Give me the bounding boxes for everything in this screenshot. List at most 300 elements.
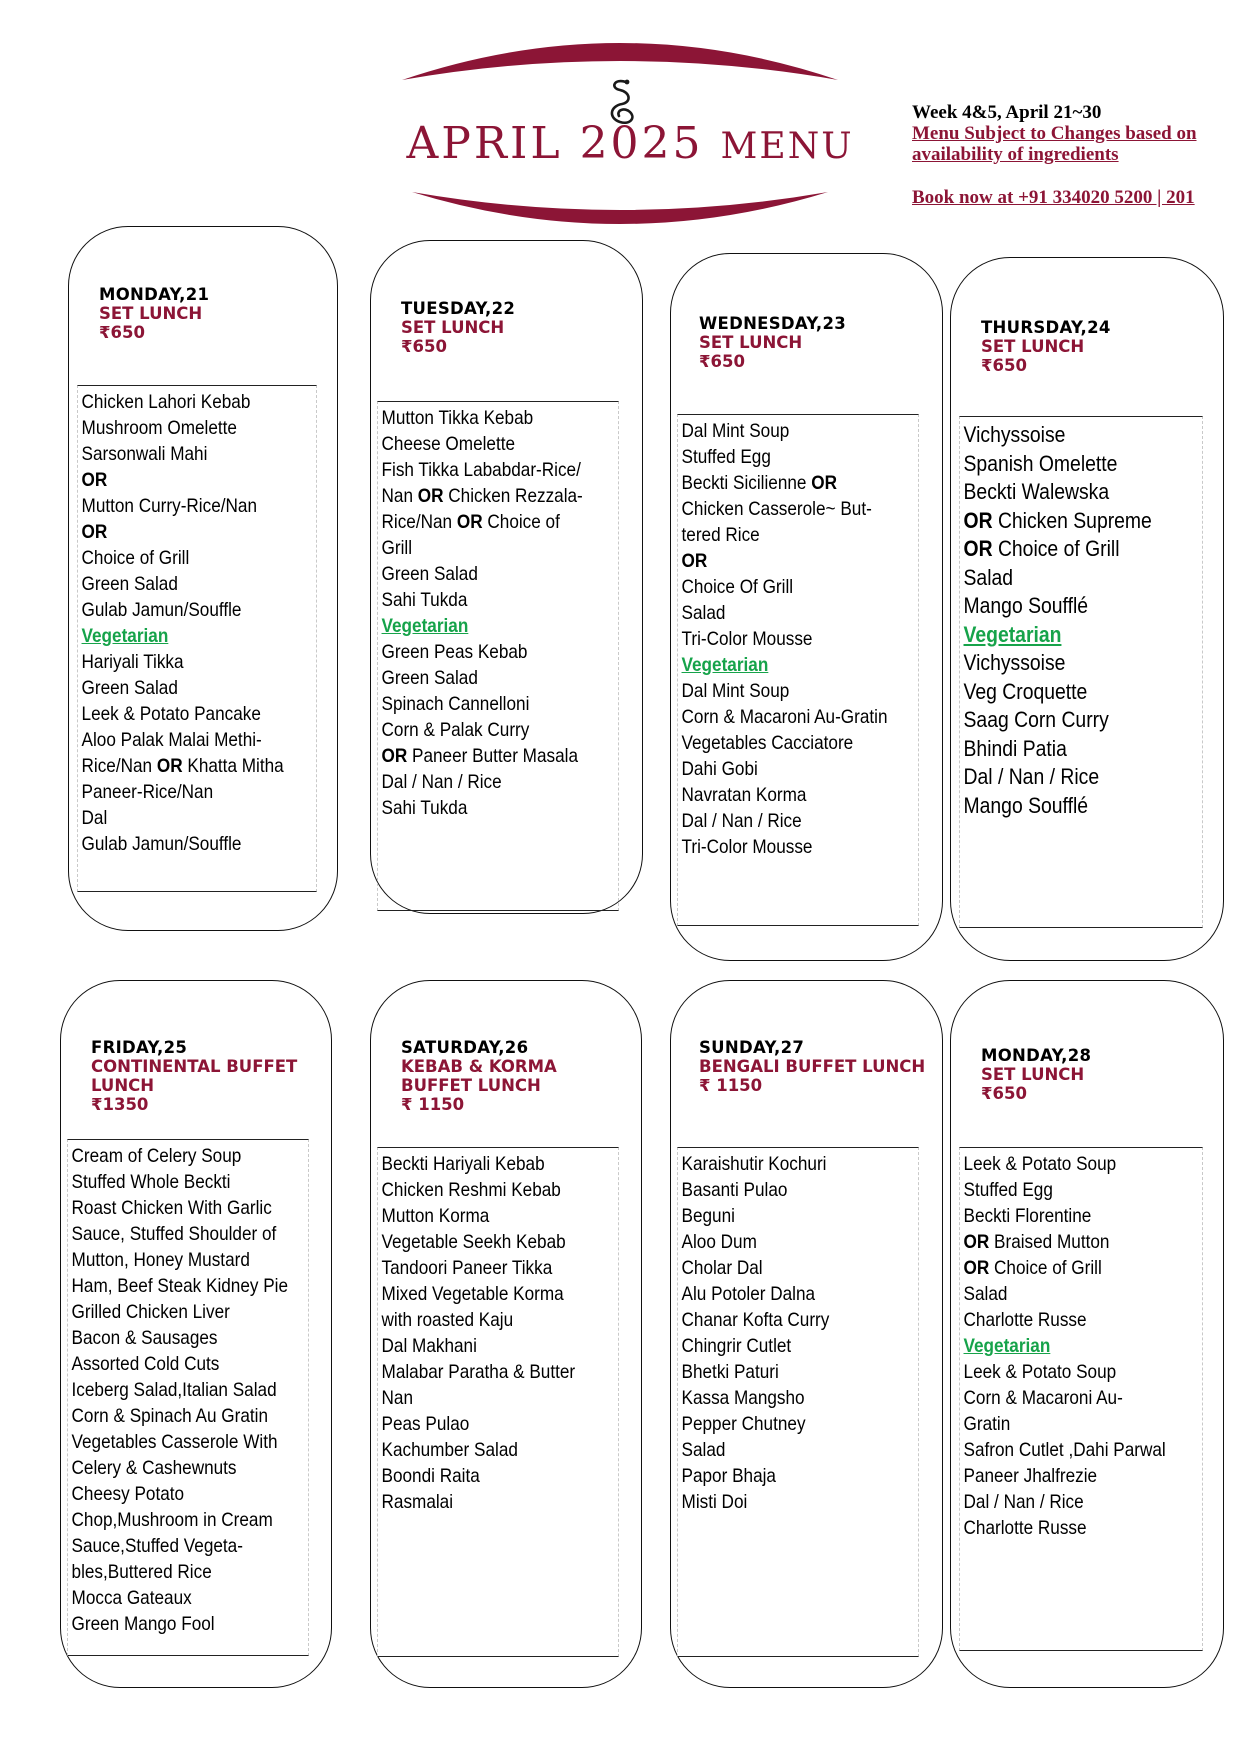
menu-item-text: Kachumber Salad bbox=[381, 1439, 518, 1461]
day-card bbox=[68, 226, 338, 931]
meal-type: SET LUNCH bbox=[981, 1065, 1085, 1084]
menu-item-text: Rice/Nan bbox=[381, 511, 457, 533]
menu-items-box bbox=[677, 1147, 919, 1657]
menu-items-box bbox=[959, 1147, 1203, 1651]
menu-item-text: Green Salad bbox=[381, 563, 478, 585]
menu-item-text: Paneer-Rice/Nan bbox=[81, 781, 214, 803]
menu-item bbox=[382, 1307, 590, 1333]
menu-item-text: Aloo Palak Malai Methi- bbox=[81, 729, 262, 751]
menu-item-text: Sahi Tukda bbox=[381, 589, 468, 611]
price-label: ₹650 bbox=[401, 337, 447, 356]
day-label: WEDNESDAY,23 bbox=[699, 314, 847, 333]
menu-header bbox=[0, 0, 1240, 240]
menu-item-text: Grill bbox=[381, 537, 413, 559]
menu-item bbox=[72, 1403, 280, 1429]
menu-item bbox=[964, 535, 1173, 564]
menu-item bbox=[82, 649, 288, 675]
meal-type: SET LUNCH bbox=[401, 318, 505, 337]
menu-item-text: Beguni bbox=[681, 1205, 735, 1227]
menu-item-text: Basanti Pulao bbox=[681, 1179, 788, 1201]
booking-phone-link[interactable]: Book now at +91 334020 5200 | 201 bbox=[912, 187, 1195, 208]
menu-item bbox=[964, 1437, 1173, 1463]
menu-item-text: Leek & Potato Pancake bbox=[81, 703, 261, 725]
price-label: ₹650 bbox=[981, 1084, 1027, 1103]
day-label: MONDAY,28 bbox=[981, 1046, 1092, 1065]
menu-item-text: Beckti Sicilienne bbox=[681, 472, 812, 494]
menu-item-text: Assorted Cold Cuts bbox=[71, 1353, 220, 1375]
menu-item-text: Nan bbox=[381, 485, 418, 507]
menu-item bbox=[382, 1281, 590, 1307]
menu-item bbox=[964, 792, 1173, 821]
menu-item bbox=[382, 1463, 590, 1489]
menu-item bbox=[382, 1437, 590, 1463]
menu-item bbox=[72, 1195, 280, 1221]
menu-item bbox=[82, 597, 288, 623]
menu-item bbox=[682, 1463, 890, 1489]
or-separator: OR bbox=[156, 755, 183, 777]
menu-item-text: Fish Tikka Lababdar-Rice/ bbox=[381, 459, 581, 481]
menu-item-text: Karaishutir Kochuri bbox=[681, 1153, 827, 1175]
meal-type: SET LUNCH bbox=[99, 304, 203, 323]
menu-item-text: Aloo Dum bbox=[681, 1231, 757, 1253]
menu-item bbox=[964, 421, 1173, 450]
menu-item-text: Vichyssoise bbox=[963, 422, 1066, 447]
menu-item bbox=[964, 1463, 1173, 1489]
menu-item bbox=[72, 1455, 280, 1481]
or-separator: OR bbox=[811, 472, 837, 494]
menu-item-text: Mutton Korma bbox=[381, 1205, 490, 1227]
menu-item bbox=[382, 509, 590, 535]
menu-item bbox=[682, 1229, 890, 1255]
menu-item-text: Paneer Jhalfrezie bbox=[963, 1465, 1098, 1487]
menu-item bbox=[72, 1325, 280, 1351]
day-label: THURSDAY,24 bbox=[981, 318, 1111, 337]
vegetarian-heading: Vegetarian bbox=[381, 615, 469, 637]
menu-item bbox=[682, 1333, 890, 1359]
menu-item bbox=[964, 450, 1173, 479]
menu-item bbox=[682, 574, 890, 600]
menu-item bbox=[82, 779, 288, 805]
menu-item-text: Dal Mint Soup bbox=[681, 680, 790, 702]
menu-item-text: Alu Potoler Dalna bbox=[681, 1283, 816, 1305]
menu-item-text: Green Mango Fool bbox=[71, 1613, 215, 1635]
menu-item-text: Mocca Gateaux bbox=[71, 1587, 192, 1609]
card-header bbox=[91, 1038, 315, 1114]
menu-item bbox=[964, 564, 1173, 593]
price-label: ₹650 bbox=[699, 352, 745, 371]
menu-item bbox=[682, 496, 890, 522]
menu-item bbox=[382, 743, 590, 769]
card-header bbox=[99, 285, 321, 342]
day-label: MONDAY,21 bbox=[99, 285, 210, 304]
menu-item bbox=[82, 701, 288, 727]
menu-item bbox=[72, 1611, 280, 1637]
or-separator: OR bbox=[81, 521, 108, 543]
menu-item-text: Choice of Grill bbox=[992, 536, 1120, 561]
menu-item bbox=[682, 1489, 890, 1515]
menu-item-text: tered Rice bbox=[681, 524, 760, 546]
menu-item-text: Gulab Jamun/Souffle bbox=[81, 599, 242, 621]
menu-item bbox=[82, 545, 288, 571]
menu-item bbox=[682, 678, 890, 704]
day-card bbox=[670, 253, 943, 961]
menu-item-text: Ham, Beef Steak Kidney Pie bbox=[71, 1275, 289, 1297]
or-separator: OR bbox=[963, 1257, 990, 1279]
menu-item-text: Vegetables Cacciatore bbox=[681, 732, 854, 754]
menu-item-text: Braised Mutton bbox=[989, 1231, 1110, 1253]
menu-item bbox=[82, 415, 288, 441]
menu-item bbox=[382, 535, 590, 561]
menu-item-text: Cholar Dal bbox=[681, 1257, 763, 1279]
menu-item-text: Salad bbox=[681, 1439, 726, 1461]
menu-item bbox=[682, 548, 890, 574]
menu-item bbox=[682, 1177, 890, 1203]
menu-item bbox=[964, 1515, 1173, 1541]
page-title bbox=[360, 118, 900, 169]
menu-item-text: Mushroom Omelette bbox=[81, 417, 237, 439]
menu-item bbox=[382, 457, 590, 483]
menu-item bbox=[382, 1411, 590, 1437]
menu-item bbox=[82, 571, 288, 597]
menu-item-text: Nan bbox=[381, 1387, 414, 1409]
menu-item bbox=[82, 831, 288, 857]
card-header bbox=[699, 314, 926, 371]
menu-item bbox=[382, 1333, 590, 1359]
or-separator: OR bbox=[456, 511, 483, 533]
menu-item bbox=[82, 493, 288, 519]
menu-item-text: Choice of Grill bbox=[81, 547, 190, 569]
menu-item-text: Tandoori Paneer Tikka bbox=[381, 1257, 553, 1279]
menu-item bbox=[382, 405, 590, 431]
menu-item-text: bles,Buttered Rice bbox=[71, 1561, 212, 1583]
menu-item bbox=[682, 1437, 890, 1463]
menu-item-text: Malabar Paratha & Butter bbox=[381, 1361, 576, 1383]
menu-items-box bbox=[77, 385, 317, 892]
day-label: TUESDAY,22 bbox=[401, 299, 516, 318]
menu-item-text: Celery & Cashewnuts bbox=[71, 1457, 237, 1479]
day-label: FRIDAY,25 bbox=[91, 1038, 188, 1057]
menu-item-text: Choice of bbox=[482, 511, 560, 533]
menu-item bbox=[72, 1247, 280, 1273]
menu-item bbox=[382, 717, 590, 743]
price-label: ₹ 1150 bbox=[699, 1076, 763, 1095]
menu-item bbox=[964, 1177, 1173, 1203]
header-info bbox=[912, 102, 1237, 208]
menu-item bbox=[682, 1307, 890, 1333]
menu-item bbox=[682, 1151, 890, 1177]
decorative-arc-bottom bbox=[410, 186, 830, 240]
menu-item-text: Paneer Butter Masala bbox=[407, 745, 579, 767]
menu-item bbox=[682, 626, 890, 652]
menu-item bbox=[682, 834, 890, 860]
menu-item-text: Green Salad bbox=[381, 667, 478, 689]
menu-item bbox=[72, 1169, 280, 1195]
menu-item bbox=[682, 1281, 890, 1307]
menu-item-text: Spanish Omelette bbox=[963, 450, 1118, 476]
menu-item bbox=[82, 805, 288, 831]
menu-item-text: Saag Corn Curry bbox=[963, 707, 1109, 732]
menu-item bbox=[382, 561, 590, 587]
menu-item-text: Hariyali Tikka bbox=[81, 651, 184, 673]
menu-item-text: Dahi Gobi bbox=[681, 758, 758, 780]
menu-item-text: Spinach Cannelloni bbox=[381, 693, 530, 715]
menu-item bbox=[964, 735, 1173, 764]
menu-item bbox=[382, 1255, 590, 1281]
menu-item bbox=[682, 1359, 890, 1385]
day-card bbox=[670, 980, 943, 1688]
menu-item-text: Beckti Walewska bbox=[963, 479, 1110, 504]
day-label: SATURDAY,26 bbox=[401, 1038, 529, 1057]
menu-item bbox=[682, 782, 890, 808]
menu-item-text: Sauce,Stuffed Vegeta- bbox=[71, 1535, 243, 1557]
menu-item bbox=[964, 678, 1173, 707]
menu-item bbox=[382, 1177, 590, 1203]
menu-item-text: Khatta Mitha bbox=[182, 755, 284, 777]
menu-item bbox=[682, 704, 890, 730]
menu-item-text: Sarsonwali Mahi bbox=[81, 443, 208, 465]
menu-item-text: Veg Croquette bbox=[963, 678, 1088, 704]
meal-type: BENGALI BUFFET LUNCH bbox=[699, 1057, 926, 1076]
menu-item-text: Stuffed Egg bbox=[681, 446, 771, 468]
menu-item bbox=[682, 470, 890, 496]
menu-item bbox=[382, 1229, 590, 1255]
menu-item bbox=[682, 418, 890, 444]
menu-item-text: Beckti Florentine bbox=[963, 1205, 1092, 1227]
or-separator: OR bbox=[681, 550, 708, 572]
or-separator: OR bbox=[417, 485, 444, 507]
menu-item bbox=[72, 1559, 280, 1585]
menu-item-text: Vegetables Casserole With bbox=[71, 1431, 278, 1453]
menu-item-text: Gulab Jamun/Souffle bbox=[81, 833, 242, 855]
price-label: ₹ 1150 bbox=[401, 1095, 465, 1114]
day-card bbox=[370, 240, 643, 914]
menu-item bbox=[72, 1429, 280, 1455]
menu-item bbox=[682, 1203, 890, 1229]
menu-item-text: Cream of Celery Soup bbox=[71, 1145, 242, 1167]
menu-item bbox=[82, 467, 288, 493]
card-header bbox=[699, 1038, 926, 1095]
menu-item bbox=[72, 1221, 280, 1247]
menu-item-text: Salad bbox=[681, 602, 726, 624]
menu-item bbox=[964, 1359, 1173, 1385]
or-separator: OR bbox=[963, 1231, 990, 1253]
menu-item-text: Choice Of Grill bbox=[681, 576, 794, 598]
menu-item-text: Mixed Vegetable Korma bbox=[381, 1283, 564, 1305]
menu-item-text: Mango Soufflé bbox=[963, 593, 1089, 618]
menu-item-text: Cheese Omelette bbox=[381, 433, 516, 455]
card-header bbox=[401, 299, 626, 356]
menu-item bbox=[964, 1255, 1173, 1281]
menu-item bbox=[382, 769, 590, 795]
menu-item-text: Bhetki Paturi bbox=[681, 1361, 779, 1383]
menu-items-box bbox=[377, 1147, 619, 1657]
menu-item-text: Navratan Korma bbox=[681, 784, 807, 806]
meal-type: CONTINENTAL BUFFET LUNCH bbox=[91, 1057, 298, 1095]
price-label: ₹1350 bbox=[91, 1095, 149, 1114]
day-card bbox=[950, 257, 1224, 961]
menu-item bbox=[82, 753, 288, 779]
menu-item bbox=[382, 587, 590, 613]
menu-item-text: Sahi Tukda bbox=[381, 797, 468, 819]
menu-item bbox=[72, 1507, 280, 1533]
menu-item bbox=[72, 1377, 280, 1403]
price-label: ₹650 bbox=[981, 356, 1027, 375]
menu-item-text: Iceberg Salad,Italian Salad bbox=[71, 1379, 277, 1401]
menu-item-text: Mango Soufflé bbox=[963, 792, 1089, 818]
menu-item bbox=[964, 1385, 1173, 1411]
menu-item bbox=[964, 592, 1173, 621]
menu-item-text: Pepper Chutney bbox=[681, 1413, 806, 1435]
menu-item-text: Salad bbox=[963, 1283, 1008, 1305]
menu-item bbox=[964, 478, 1173, 507]
menu-item bbox=[72, 1533, 280, 1559]
menu-item-text: Corn & Macaroni Au- bbox=[963, 1387, 1123, 1409]
menu-item-text: Leek & Potato Soup bbox=[963, 1361, 1117, 1383]
menu-item bbox=[382, 1385, 590, 1411]
menu-item bbox=[382, 1489, 590, 1515]
menu-item-text: Chicken Rezzala- bbox=[443, 485, 583, 507]
menu-items-box bbox=[677, 414, 919, 926]
menu-item bbox=[682, 730, 890, 756]
menu-item-text: Dal Makhani bbox=[381, 1335, 477, 1357]
menu-item bbox=[682, 444, 890, 470]
menu-item-text: Kassa Mangsho bbox=[681, 1387, 805, 1409]
menu-item-text: Dal / Nan / Rice bbox=[381, 771, 502, 793]
menu-item bbox=[382, 691, 590, 717]
card-header bbox=[401, 1038, 625, 1114]
menu-item-text: Dal / Nan / Rice bbox=[963, 764, 1100, 789]
menu-item-text: Dal Mint Soup bbox=[681, 420, 790, 442]
menu-item-text: Green Salad bbox=[81, 677, 178, 699]
title-main: APRIL 2025 bbox=[406, 118, 704, 169]
meal-type: SET LUNCH bbox=[699, 333, 803, 352]
menu-item-text: with roasted Kaju bbox=[381, 1309, 514, 1331]
menu-item-text: Vichyssoise bbox=[963, 650, 1066, 675]
menu-items-box bbox=[67, 1139, 309, 1656]
menu-item-text: Stuffed Whole Beckti bbox=[71, 1171, 231, 1193]
menu-item bbox=[382, 665, 590, 691]
vegetarian-heading: Vegetarian bbox=[681, 654, 769, 676]
card-header bbox=[981, 1046, 1207, 1103]
menu-item bbox=[82, 727, 288, 753]
menu-item-text: Stuffed Egg bbox=[963, 1179, 1053, 1201]
menu-item-text: Charlotte Russe bbox=[963, 1517, 1087, 1539]
menu-item-text: Choice of Grill bbox=[989, 1257, 1102, 1279]
menu-item bbox=[964, 507, 1173, 536]
meal-type: KEBAB & KORMA BUFFET LUNCH bbox=[401, 1057, 557, 1095]
menu-item-text: Mutton Curry-Rice/Nan bbox=[81, 495, 257, 517]
menu-item-text: Bacon & Sausages bbox=[71, 1327, 218, 1349]
menu-item-text: Rice/Nan bbox=[81, 755, 157, 777]
menu-item-text: Vegetable Seekh Kebab bbox=[381, 1231, 566, 1253]
menu-item bbox=[72, 1143, 280, 1169]
menu-item bbox=[964, 1411, 1173, 1437]
menu-item-text: Leek & Potato Soup bbox=[963, 1153, 1117, 1175]
menu-item-text: Tri-Color Mousse bbox=[681, 628, 813, 650]
menu-item-text: Chicken Lahori Kebab bbox=[81, 391, 251, 413]
menu-item-text: Papor Bhaja bbox=[681, 1465, 776, 1487]
menu-item-text: Dal / Nan / Rice bbox=[963, 1491, 1084, 1513]
menu-items-box bbox=[377, 401, 619, 911]
menu-item-text: Beckti Hariyali Kebab bbox=[381, 1153, 545, 1175]
menu-item bbox=[72, 1481, 280, 1507]
menu-item-text: Gratin bbox=[963, 1413, 1011, 1435]
vegetarian-heading: Vegetarian bbox=[963, 621, 1062, 647]
menu-item-text: Dal / Nan / Rice bbox=[681, 810, 802, 832]
menu-item bbox=[82, 519, 288, 545]
day-label: SUNDAY,27 bbox=[699, 1038, 805, 1057]
day-card bbox=[370, 980, 642, 1688]
day-card bbox=[950, 980, 1224, 1688]
menu-item bbox=[682, 522, 890, 548]
menu-item-text: Safron Cutlet ,Dahi Parwal bbox=[963, 1439, 1166, 1461]
menu-item bbox=[82, 675, 288, 701]
menu-item-text: Dal bbox=[81, 807, 108, 829]
menu-item-text: Mutton, Honey Mustard bbox=[71, 1249, 250, 1271]
menu-item-text: Roast Chicken With Garlic bbox=[71, 1197, 272, 1219]
menu-item-text: Boondi Raita bbox=[381, 1465, 480, 1487]
menu-item bbox=[71, 1273, 289, 1299]
menu-item-text: Green Peas Kebab bbox=[381, 641, 528, 663]
menu-item bbox=[382, 431, 590, 457]
menu-item bbox=[964, 649, 1173, 678]
menu-item bbox=[682, 1385, 890, 1411]
menu-item bbox=[964, 1229, 1173, 1255]
menu-item-text: Sauce, Stuffed Shoulder of bbox=[71, 1223, 277, 1245]
menu-item bbox=[964, 763, 1173, 792]
menu-item-text: Tri-Color Mousse bbox=[681, 836, 813, 858]
menu-item-text: Charlotte Russe bbox=[963, 1309, 1087, 1331]
menu-item bbox=[964, 1307, 1173, 1333]
menu-note-line1: Menu Subject to Changes based on bbox=[912, 123, 1197, 144]
menu-item-text: Chop,Mushroom in Cream bbox=[71, 1509, 273, 1531]
menu-item bbox=[72, 1299, 280, 1325]
menu-item bbox=[964, 1151, 1173, 1177]
menu-item-text: Chanar Kofta Curry bbox=[681, 1309, 830, 1331]
meal-type: SET LUNCH bbox=[981, 337, 1085, 356]
menu-item bbox=[382, 1359, 590, 1385]
day-card bbox=[60, 980, 332, 1688]
menu-item-text: Corn & Macaroni Au-Gratin bbox=[681, 706, 888, 728]
or-separator: OR bbox=[81, 469, 108, 491]
menu-item bbox=[72, 1585, 280, 1611]
menu-item-text: Green Salad bbox=[81, 573, 178, 595]
menu-item bbox=[382, 1203, 590, 1229]
week-range: Week 4&5, April 21~30 bbox=[912, 102, 1102, 123]
menu-item bbox=[682, 808, 890, 834]
menu-item-text: Chicken Reshmi Kebab bbox=[381, 1179, 561, 1201]
menu-item-text: Bhindi Patia bbox=[963, 735, 1067, 761]
menu-item-text: Peas Pulao bbox=[381, 1413, 470, 1435]
menu-item bbox=[682, 756, 890, 782]
or-separator: OR bbox=[963, 536, 993, 561]
menu-item-text: Rasmalai bbox=[381, 1491, 454, 1513]
menu-item bbox=[382, 639, 590, 665]
menu-item bbox=[682, 1255, 890, 1281]
menu-item-text: Salad bbox=[963, 564, 1014, 590]
menu-item bbox=[682, 600, 890, 626]
menu-item-text: Misti Doi bbox=[681, 1491, 748, 1513]
menu-item-text: Corn & Spinach Au Gratin bbox=[71, 1405, 269, 1427]
menu-item-text: Chingrir Cutlet bbox=[681, 1335, 792, 1357]
or-separator: OR bbox=[381, 745, 408, 767]
menu-item-text: Grilled Chicken Liver bbox=[71, 1301, 230, 1323]
or-separator: OR bbox=[963, 507, 993, 533]
menu-item bbox=[382, 483, 590, 509]
title-suffix: MENU bbox=[720, 126, 854, 167]
vegetarian-heading: Vegetarian bbox=[963, 1335, 1051, 1357]
card-header bbox=[981, 318, 1207, 375]
